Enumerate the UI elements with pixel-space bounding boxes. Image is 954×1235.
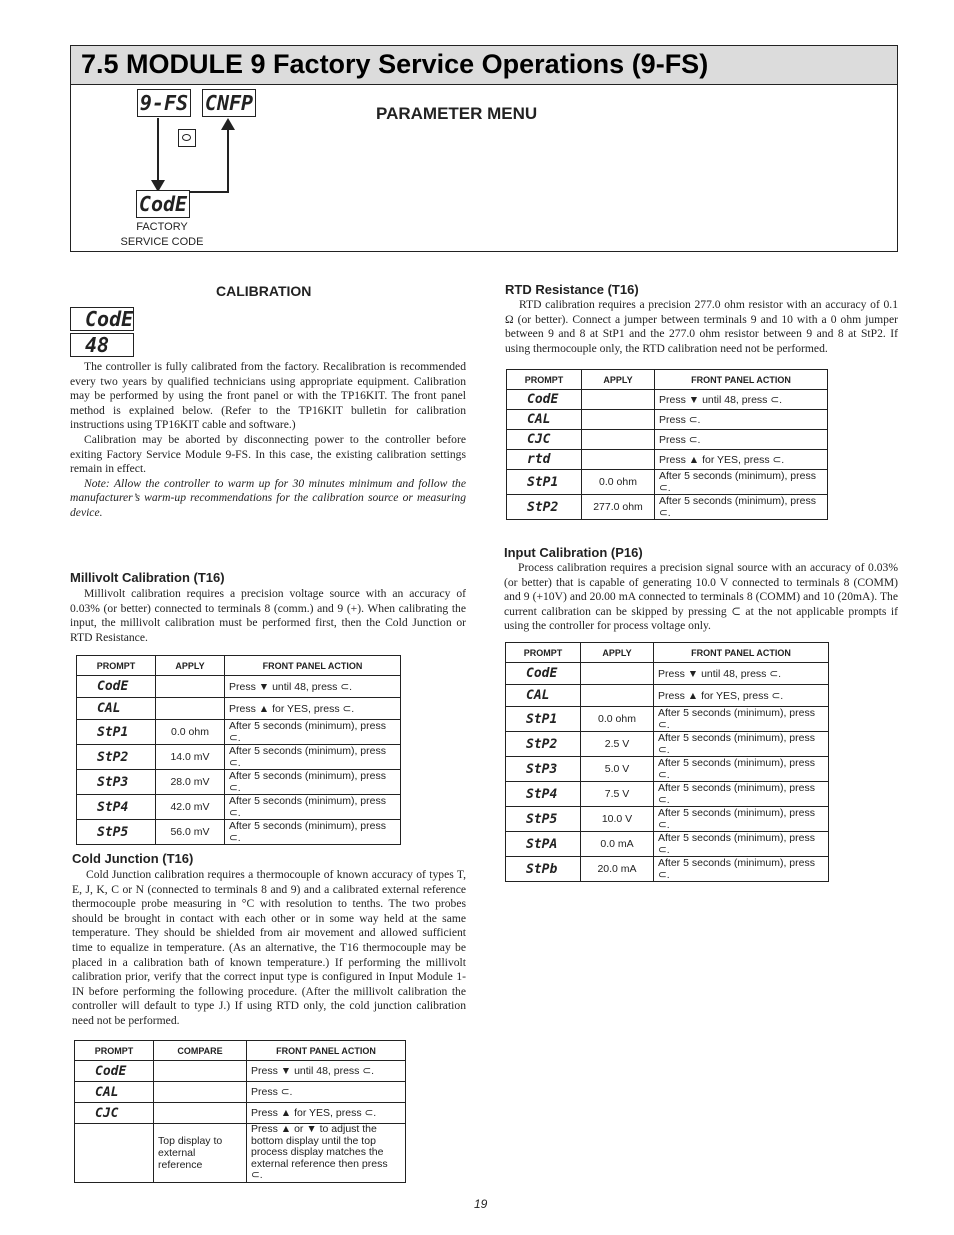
input-calibration-text: Process calibration requires a precision signal source with an accuracy of 0.03% (or better) that is capable of generating 10.0 V connected to terminals 8 (COMM) and 9 (+10V) and 20.00 mA connected to terminals 8 (COMM) and 10 (20mA). The current calibration can be skipped by pressing ⊂ at the not applicable prompts if using the controller for process voltage only. — [504, 561, 898, 633]
cell-apply: 2.5 V — [581, 732, 654, 757]
cell-apply: 14.0 mV — [156, 745, 225, 770]
cell-prompt: rtd — [507, 450, 582, 470]
cell-apply — [581, 663, 654, 685]
cell-apply: 0.0 ohm — [581, 707, 654, 732]
table-header: PROMPT — [75, 1041, 154, 1061]
display-code: CodE — [136, 190, 190, 218]
table-row — [506, 782, 829, 807]
display-48: 48 — [70, 333, 134, 357]
cell-prompt: CAL — [507, 410, 582, 430]
table-row — [77, 745, 401, 770]
millivolt-text: Millivolt calibration requires a precision voltage source with an accuracy of 0.03% (or better) connected to terminals 8 (comm.) and 9 (+). When calibrating the input, the millivolt calibration must be performed first, then the Cold Junction or RTD Resistance. — [70, 587, 466, 644]
table-row — [75, 1103, 406, 1124]
cell-action: After 5 seconds (minimum), press ⊂. — [225, 820, 401, 845]
factory-service-code-label: FACTORY SERVICE CODE — [120, 221, 204, 248]
cell-apply: 7.5 V — [581, 782, 654, 807]
cell-action: Press ▼ until 48, press ⊂. — [247, 1061, 406, 1082]
table-header: APPLY — [582, 370, 655, 390]
cell-prompt: StP2 — [77, 745, 156, 770]
millivolt-table — [76, 655, 401, 845]
input-calibration-table — [505, 642, 829, 882]
cell-action: After 5 seconds (minimum), press ⊂. — [225, 770, 401, 795]
cell-apply: 20.0 mA — [581, 857, 654, 882]
cell-action: After 5 seconds (minimum), press ⊂. — [654, 832, 829, 857]
cell-apply — [156, 676, 225, 698]
cell-action: Press ▼ until 48, press ⊂. — [225, 676, 401, 698]
cell-prompt: CodE — [506, 663, 581, 685]
table-row — [77, 676, 401, 698]
table-header: APPLY — [581, 643, 654, 663]
cold-junction-heading: Cold Junction (T16) — [72, 851, 194, 866]
cell-prompt: CAL — [77, 698, 156, 720]
table-row — [75, 1061, 406, 1082]
cell-action: After 5 seconds (minimum), press ⊂. — [654, 857, 829, 882]
cell-prompt: StP4 — [506, 782, 581, 807]
cell-action: After 5 seconds (minimum), press ⊂. — [225, 720, 401, 745]
rtd-text: RTD calibration requires a precision 277.0 ohm resistor with an accuracy of 0.1 Ω (or better). Connect a jumper between terminals 9 and 10 with a 0 ohm jumper between 9 and 8 at StP1 and the 277.0 ohm resistor between 9 and 8 at StP2. If using thermocouple only, the RTD calibration need not be performed. — [505, 298, 898, 355]
cell-action: Press ▼ until 48, press ⊂. — [654, 663, 829, 685]
table-row — [506, 857, 829, 882]
cell-apply — [154, 1082, 247, 1103]
table-header: PROMPT — [507, 370, 582, 390]
table-header: APPLY — [156, 656, 225, 676]
cell-action: After 5 seconds (minimum), press ⊂. — [654, 782, 829, 807]
table-row — [77, 770, 401, 795]
table-header: FRONT PANEL ACTION — [654, 643, 829, 663]
cell-apply: 277.0 ohm — [582, 495, 655, 520]
cell-action: Press ▲ or ▼ to adjust the bottom display until the top process display matches the external reference then press ⊂. — [247, 1124, 406, 1183]
cell-apply — [154, 1103, 247, 1124]
rtd-heading: RTD Resistance (T16) — [505, 282, 639, 297]
cell-action: Press ▲ for YES, press ⊂. — [655, 450, 828, 470]
table-row — [506, 807, 829, 832]
cell-prompt: CodE — [77, 676, 156, 698]
cell-apply: 56.0 mV — [156, 820, 225, 845]
table-row — [507, 450, 828, 470]
cell-prompt: CJC — [75, 1103, 154, 1124]
table-row — [506, 685, 829, 707]
cell-apply: 0.0 ohm — [582, 470, 655, 495]
table-row — [77, 820, 401, 845]
page-number: 19 — [474, 1197, 488, 1211]
table-row — [507, 430, 828, 450]
cell-action: After 5 seconds (minimum), press ⊂. — [654, 757, 829, 782]
cell-apply — [581, 685, 654, 707]
cell-prompt: StP3 — [506, 757, 581, 782]
table-header: FRONT PANEL ACTION — [247, 1041, 406, 1061]
title-bar — [70, 45, 898, 85]
cell-action: Press ▲ for YES, press ⊂. — [225, 698, 401, 720]
cell-prompt: StP1 — [77, 720, 156, 745]
cell-action: After 5 seconds (minimum), press ⊂. — [225, 745, 401, 770]
table-header: FRONT PANEL ACTION — [225, 656, 401, 676]
calibration-heading: CALIBRATION — [216, 283, 312, 299]
rtd-table — [506, 369, 828, 520]
table-row — [77, 720, 401, 745]
cell-prompt: StP1 — [507, 470, 582, 495]
table-header: PROMPT — [506, 643, 581, 663]
table-row — [507, 495, 828, 520]
cell-prompt: StP4 — [77, 795, 156, 820]
cell-apply — [582, 410, 655, 430]
cell-apply — [582, 430, 655, 450]
cell-action: After 5 seconds (minimum), press ⊂. — [654, 807, 829, 832]
cell-prompt: CAL — [75, 1082, 154, 1103]
cell-prompt: StP2 — [507, 495, 582, 520]
cell-apply — [156, 698, 225, 720]
cell-prompt — [75, 1124, 154, 1183]
cell-action: Press ⊂. — [247, 1082, 406, 1103]
cell-action: After 5 seconds (minimum), press ⊂. — [654, 732, 829, 757]
table-row — [75, 1082, 406, 1103]
cell-apply: 5.0 V — [581, 757, 654, 782]
table-header: COMPARE — [154, 1041, 247, 1061]
cell-prompt: CodE — [75, 1061, 154, 1082]
cold-junction-text: Cold Junction calibration requires a thermocouple of known accuracy of types T, E, J, K, C or N (connected to terminals 8 and 9) and a calibrated external reference thermocouple probe measuring in °C with resolution to tenths. The two probes should be brought in contact with each other or in some way held at the same temperature. They should be shielded from air movement and allowed sufficient time to equalize in temperature. (As an alternative, the T16 thermocouple may be placed in a calibration bath of known temperature.) If performing the millivolt calibration prior, verify that the correct input type is configured in Input Module 1-IN before performing the following procedure. (After the millivolt calibration the controller will default to type J.) If using RTD only, the cold junction calibration need not be performed. — [72, 868, 466, 1027]
millivolt-heading: Millivolt Calibration (T16) — [70, 570, 225, 585]
cell-apply: Top display to external reference — [154, 1124, 247, 1183]
cell-prompt: StP3 — [77, 770, 156, 795]
flow-arrows — [150, 116, 240, 196]
cell-apply: 42.0 mV — [156, 795, 225, 820]
cell-action: After 5 seconds (minimum), press ⊂. — [225, 795, 401, 820]
table-row — [506, 663, 829, 685]
table-header: FRONT PANEL ACTION — [655, 370, 828, 390]
calibration-text: The controller is fully calibrated from the factory. Recalibration is recommended every two years by qualified technicians using appropriate equipment. Calibration may be performed by using the front panel or with the TP16KIT. The front panel method is explained below. (Refer to the TP16KIT bulletin for calibration instructions using TP16KIT cable and software.) Calibration may be aborted by disconnecting power to the controller before exiting Factory Service Module 9-FS. In this case, the existing calibration settings remain in effect. Note: Allow the controller to warm up for 30 minutes minimum and follow the manufacturer’s warm-up recommendations for the calibration source or measuring device. — [70, 360, 466, 519]
table-row — [75, 1124, 406, 1183]
cell-prompt: StP5 — [77, 820, 156, 845]
cell-action: Press ▲ for YES, press ⊂. — [247, 1103, 406, 1124]
cell-action: After 5 seconds (minimum), press ⊂. — [654, 707, 829, 732]
cell-action: Press ▼ until 48, press ⊂. — [655, 390, 828, 410]
table-row — [507, 390, 828, 410]
cell-apply: 10.0 V — [581, 807, 654, 832]
table-row — [507, 410, 828, 430]
cell-action: After 5 seconds (minimum), press ⊂. — [655, 495, 828, 520]
cell-prompt: CAL — [506, 685, 581, 707]
display-9-fs: 9-FS — [137, 89, 191, 117]
cell-apply: 0.0 mA — [581, 832, 654, 857]
cell-prompt: CodE — [507, 390, 582, 410]
table-header: PROMPT — [77, 656, 156, 676]
cell-prompt: StP2 — [506, 732, 581, 757]
cell-apply — [582, 450, 655, 470]
cell-prompt: CJC — [507, 430, 582, 450]
cell-prompt: StPb — [506, 857, 581, 882]
table-row — [507, 470, 828, 495]
table-row — [506, 757, 829, 782]
cell-prompt: StP5 — [506, 807, 581, 832]
cell-apply — [582, 390, 655, 410]
cell-action: Press ⊂. — [655, 430, 828, 450]
cell-prompt: StP1 — [506, 707, 581, 732]
table-row — [506, 707, 829, 732]
display-code-small: CodE — [70, 307, 134, 331]
cell-prompt: StPA — [506, 832, 581, 857]
cell-apply: 28.0 mV — [156, 770, 225, 795]
input-calibration-heading: Input Calibration (P16) — [504, 545, 643, 560]
cell-action: Press ▲ for YES, press ⊂. — [654, 685, 829, 707]
cell-apply — [154, 1061, 247, 1082]
cell-action: After 5 seconds (minimum), press ⊂. — [655, 470, 828, 495]
table-row — [77, 698, 401, 720]
table-row — [77, 795, 401, 820]
parameter-menu-heading: PARAMETER MENU — [376, 104, 538, 123]
table-row — [506, 832, 829, 857]
table-row — [506, 732, 829, 757]
page-title: 7.5 MODULE 9 Factory Service Operations (9-FS) — [81, 49, 709, 79]
cold-junction-table — [74, 1040, 406, 1183]
cell-action: Press ⊂. — [655, 410, 828, 430]
cell-apply: 0.0 ohm — [156, 720, 225, 745]
display-cnfp: CNFP — [202, 89, 256, 117]
